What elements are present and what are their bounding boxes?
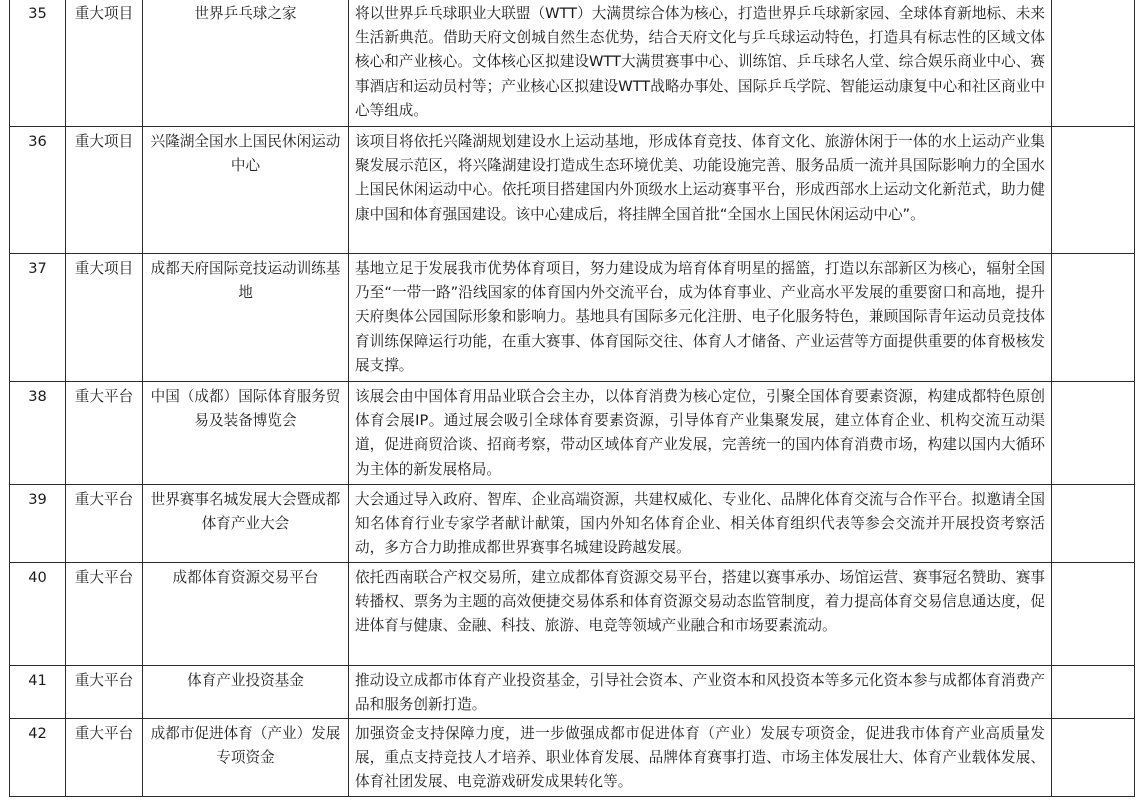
row-empty-cell [1052, 562, 1135, 665]
row-category: 重大平台 [66, 382, 143, 485]
row-category: 重大平台 [66, 562, 143, 665]
row-number: 37 [10, 254, 66, 382]
row-empty-cell [1052, 127, 1135, 254]
table-row [10, 0, 1135, 127]
row-project-name: 成都体育资源交易平台 [143, 562, 349, 665]
row-empty-cell [1052, 254, 1135, 382]
row-category: 重大平台 [66, 719, 143, 797]
row-number: 38 [10, 382, 66, 485]
table-row [10, 127, 1135, 254]
row-empty-cell [1052, 719, 1135, 797]
row-category: 重大项目 [66, 127, 143, 254]
row-description: 该项目将依托兴隆湖规划建设水上运动基地，形成体育竞技、体育文化、旅游休闲于一体的水上运动产业集聚发展示范区，将兴隆湖建设打造成生态环境优美、功能设施完善、服务品质一流并具国际影响力的全国水上国民休闲运动中心。依托项目搭建国内外顶级水上运动赛事平台，形成西部水上运动文化新范式，助力健康中国和体育强国建设。该中心建成后，将挂牌全国首批“全国水上国民休闲运动中心”。 [349, 127, 1052, 254]
row-empty-cell [1052, 0, 1135, 127]
row-number: 39 [10, 485, 66, 563]
table-row [10, 719, 1135, 797]
row-category: 重大项目 [66, 0, 143, 127]
table-row [10, 665, 1135, 718]
row-category: 重大项目 [66, 254, 143, 382]
row-empty-cell [1052, 665, 1135, 718]
row-project-name: 成都市促进体育（产业）发展专项资金 [143, 719, 349, 797]
row-description: 该展会由中国体育用品业联合会主办，以体育消费为核心定位，引聚全国体育要素资源，构建成都特色原创体育会展IP。通过展会吸引全球体育要素资源，引导体育产业集聚发展，建立体育企业、机构交流互动渠道，促进商贸洽谈、招商考察，带动区域体育产业发展，完善统一的国内体育消费市场，构建以国内大循环为主体的新发展格局。 [349, 382, 1052, 485]
table-row [10, 382, 1135, 485]
row-empty-cell [1052, 485, 1135, 563]
row-empty-cell [1052, 382, 1135, 485]
table-row [10, 254, 1135, 382]
row-description: 基地立足于发展我市优势体育项目，努力建设成为培育体育明星的摇篮，打造以东部新区为核心，辐射全国乃至“一带一路”沿线国家的体育国内外交流平台，成为体育事业、产业高水平发展的重要窗口和高地，提升天府奥体公园国际形象和影响力。基地具有国际多元化注册、电子化服务特色，兼顾国际青年运动员竞技体育训练保障运行功能，在重大赛事、体育国际交往、体育人才储备、产业运营等方面提供重要的体育极核发展支撑。 [349, 254, 1052, 382]
table-row [10, 485, 1135, 563]
row-description: 大会通过导入政府、智库、企业高端资源，共建权威化、专业化、品牌化体育交流与合作平台。拟邀请全国知名体育行业专家学者献计献策，国内外知名体育企业、相关体育组织代表等参会交流并开展投资考察活动，多方合力助推成都世界赛事名城建设跨越发展。 [349, 485, 1052, 563]
row-category: 重大平台 [66, 485, 143, 563]
row-category: 重大平台 [66, 665, 143, 718]
table-row [10, 562, 1135, 665]
row-number: 36 [10, 127, 66, 254]
row-project-name: 中国（成都）国际体育服务贸易及装备博览会 [143, 382, 349, 485]
row-number: 40 [10, 562, 66, 665]
row-number: 35 [10, 0, 66, 127]
row-description: 加强资金支持保障力度，进一步做强成都市促进体育（产业）发展专项资金，促进我市体育产业高质量发展，重点支持竞技人才培养、职业体育发展、品牌体育赛事打造、市场主体发展壮大、体育产业载体发展、体育社团发展、电竞游戏研发成果转化等。 [349, 719, 1052, 797]
row-project-name: 体育产业投资基金 [143, 665, 349, 718]
row-description: 推动设立成都市体育产业投资基金，引导社会资本、产业资本和风投资本等多元化资本参与成都体育消费产品和服务创新打造。 [349, 665, 1052, 718]
row-project-name: 成都天府国际竞技运动训练基地 [143, 254, 349, 382]
projects-table [9, 0, 1135, 797]
row-description: 将以世界乒乓球职业大联盟（WTT）大满贯综合体为核心，打造世界乒乓球新家园、全球体育新地标、未来生活新典范。借助天府文创城自然生态优势，结合天府文化与乒乓球运动特色，打造具有标志性的区域文体核心和产业核心。文体核心区拟建设WTT大满贯赛事中心、训练馆、乒乓球名人堂、综合娱乐商业中心、赛事酒店和运动员村等；产业核心区拟建设WTT战略办事处、国际乒乓学院、智能运动康复中心和社区商业中心等组成。 [349, 0, 1052, 127]
row-project-name: 世界乒乓球之家 [143, 0, 349, 127]
row-project-name: 兴隆湖全国水上国民休闲运动中心 [143, 127, 349, 254]
row-number: 42 [10, 719, 66, 797]
row-description: 依托西南联合产权交易所，建立成都体育资源交易平台，搭建以赛事承办、场馆运营、赛事冠名赞助、赛事转播权、票务为主题的高效便捷交易体系和体育资源交易动态监管制度，着力提高体育交易信息通达度，促进体育与健康、金融、科技、旅游、电竞等领域产业融合和市场要素流动。 [349, 562, 1052, 665]
row-project-name: 世界赛事名城发展大会暨成都体育产业大会 [143, 485, 349, 563]
row-number: 41 [10, 665, 66, 718]
